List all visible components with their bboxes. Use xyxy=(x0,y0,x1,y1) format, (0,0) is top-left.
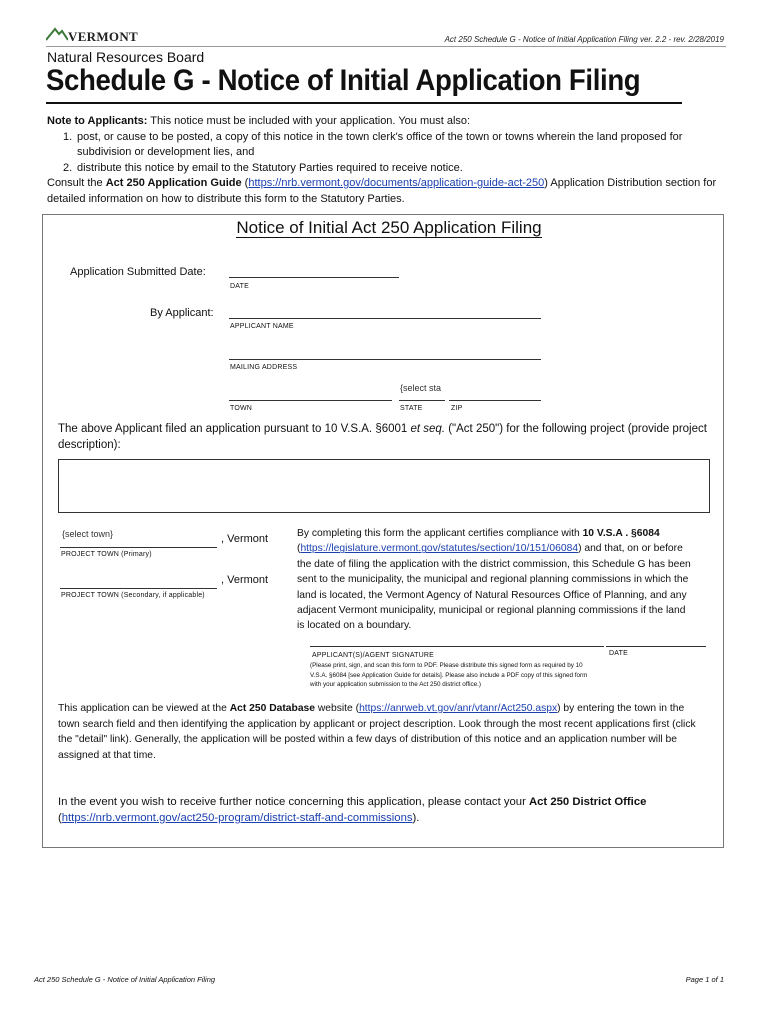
mailing-address-field[interactable] xyxy=(229,359,541,360)
paren: ( xyxy=(58,812,62,824)
project-town-secondary-field[interactable] xyxy=(60,588,217,589)
signature-date-field[interactable] xyxy=(606,646,706,647)
notice-title-text: Notice of Initial Act 250 Application Filing xyxy=(236,218,542,237)
signature-caption: APPLICANT(S)/AGENT SIGNATURE xyxy=(312,652,435,659)
header-divider xyxy=(46,46,726,47)
zip-caption: ZIP xyxy=(451,405,463,412)
note-item-number: 1. xyxy=(63,130,73,143)
note-intro: This notice must be included with your application. You must also: xyxy=(147,115,471,127)
footer-title: Act 250 Schedule G - Notice of Initial Application Filing xyxy=(34,975,216,984)
mountain-icon xyxy=(46,26,68,42)
note-item-1 xyxy=(47,130,727,161)
title-underline xyxy=(46,102,682,104)
filed-text: The above Applicant filed an application pursuant to 10 V.S.A. §6001 xyxy=(58,423,411,435)
db-text: This application can be viewed at the xyxy=(58,703,230,714)
filed-statement xyxy=(58,422,708,453)
state-field[interactable] xyxy=(399,400,445,401)
certification-text xyxy=(297,526,694,634)
et-seq: et seq. xyxy=(410,423,446,435)
note-item-number: 2. xyxy=(63,161,73,174)
applicant-name-caption: APPLICANT NAME xyxy=(230,323,294,330)
consult-text: Consult the xyxy=(47,177,106,189)
applicant-label: By Applicant: xyxy=(150,307,214,319)
mailing-address-caption: MAILING ADDRESS xyxy=(230,364,298,371)
database-link[interactable]: https://anrweb.vt.gov/anr/vtanr/Act250.aspx xyxy=(359,703,558,714)
page-title: Schedule G - Notice of Initial Application Filing xyxy=(46,64,641,97)
contact-text: In the event you wish to receive further notice concerning this application, please contact your xyxy=(58,796,529,808)
project-town-primary-field[interactable] xyxy=(60,547,217,548)
applicant-note xyxy=(47,114,727,207)
town-field[interactable] xyxy=(229,400,392,401)
consult-text-suffix: ) Application Distribution section for detailed information on how to distribute this form to the Statutory Parties. xyxy=(47,177,717,205)
db-text-mid: website ( xyxy=(315,703,360,714)
note-label: Note to Applicants: xyxy=(47,115,148,127)
note-item-text: post, or cause to be posted, a copy of this notice in the town clerk's office of the town or towns wherein the land proposed for subdivision or development lies, and xyxy=(77,130,683,158)
district-office-link[interactable]: https://nrb.vermont.gov/act250-program/district-staff-and-commissions xyxy=(61,812,413,824)
cert-text: By completing this form the applicant certifies compliance with xyxy=(297,528,583,539)
board-name: Natural Resources Board xyxy=(47,49,205,65)
statute-link[interactable]: https://legislature.vermont.gov/statutes/section/10/151/06084 xyxy=(300,543,579,555)
vermont-label-2: , Vermont xyxy=(221,574,269,586)
paren: ( xyxy=(241,177,249,189)
vermont-logo xyxy=(46,26,146,46)
applicant-name-field[interactable] xyxy=(229,318,541,319)
district-office: Act 250 District Office xyxy=(528,796,647,808)
cert-statute: 10 V.S.A . §6084 xyxy=(582,528,660,539)
db-name: Act 250 Database xyxy=(229,703,315,714)
zip-field[interactable] xyxy=(449,400,541,401)
submitted-date-label: Application Submitted Date: xyxy=(70,266,206,278)
signature-note: (Please print, sign, and scan this form to PDF. Please distribute this signed form as required by 10 V.S.A. §6084 [see Application Guide for details]. Please also include a PDF copy of this signed form with your application submission to the Act 250 district office.) xyxy=(310,662,588,688)
project-town-select[interactable]: {select town} xyxy=(62,529,114,539)
vermont-label-1: , Vermont xyxy=(221,533,269,545)
signature-field[interactable] xyxy=(310,646,604,647)
town-caption: TOWN xyxy=(230,405,253,412)
logo-text: VERMONT xyxy=(68,29,138,44)
database-paragraph xyxy=(58,701,708,763)
submitted-date-field[interactable] xyxy=(229,277,399,278)
db-text-end: ) by entering the town in the town search field and then identifying the application by applicant or project description. Look through the most recent applications first (click the "detail" link). Generally, the application will be posted within a few days of distribution of this notice and an application number will be assigned at that time. xyxy=(58,703,696,761)
contact-paragraph xyxy=(58,794,708,826)
paren-close: ). xyxy=(412,812,420,824)
project-town-primary-caption: PROJECT TOWN (Primary) xyxy=(61,551,152,558)
state-caption: STATE xyxy=(400,405,423,412)
note-item-2 xyxy=(47,161,727,177)
project-town-secondary-caption: PROJECT TOWN (Secondary, if applicable) xyxy=(61,592,205,599)
note-item-text: distribute this notice by email to the Statutory Parties required to receive notice. xyxy=(77,161,463,174)
signature-date-caption: DATE xyxy=(609,650,628,657)
date-caption: DATE xyxy=(230,283,249,290)
project-description-input[interactable] xyxy=(58,459,710,513)
page-number: Page 1 of 1 xyxy=(685,975,724,984)
state-select[interactable]: {select sta xyxy=(400,383,442,393)
cert-text-end: ) and that, on or before the date of filing the application with the district commission, this Schedule G has been sent to the municipality, the municipal and regional planning commissions in which the land is located, the Vermont Agency of Natural Resources Office of Planning, and any adjacent Vermont municipality, municipal or regional planning commissions if the land is located on a boundary. xyxy=(297,543,691,632)
filed-text-end: ("Act 250") for the following project (provide project description): xyxy=(58,423,707,451)
notice-title xyxy=(0,218,770,238)
paren: ( xyxy=(297,543,301,555)
guide-name: Act 250 Application Guide xyxy=(105,177,242,189)
version-text: Act 250 Schedule G - Notice of Initial Application Filing ver. 2.2 - rev. 2/28/2019 xyxy=(444,35,724,44)
application-guide-link[interactable]: https://nrb.vermont.gov/documents/application-guide-act-250 xyxy=(248,177,545,189)
